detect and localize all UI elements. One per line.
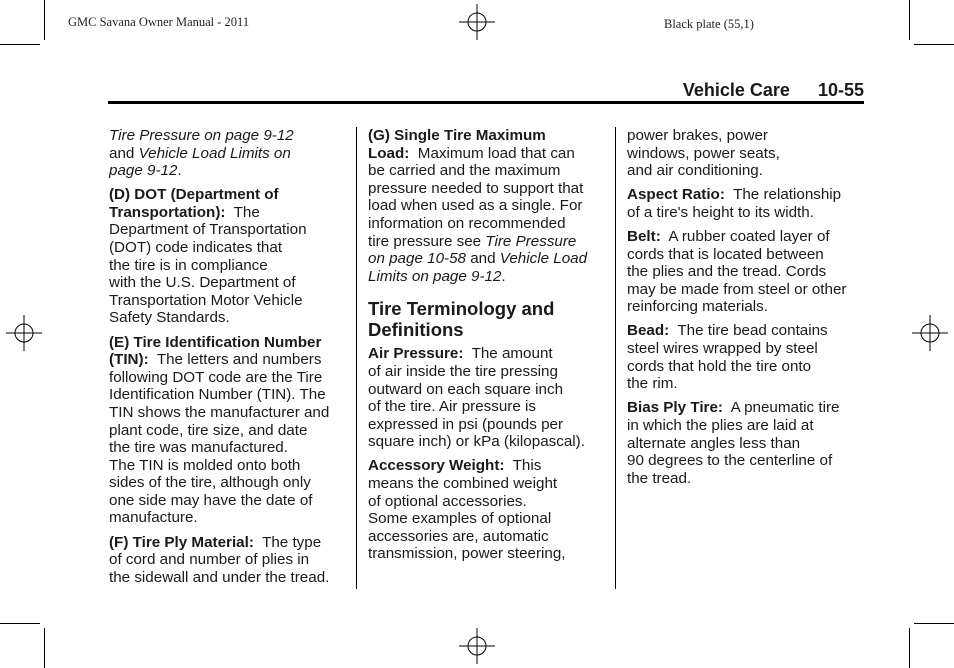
registration-mark-icon xyxy=(459,628,495,664)
paragraph-tin: (E) Tire Identification Number (TIN): The letters and numbers following DOT code are the Tire Identification Number (TIN). The TIN shows the manufacturer and plant code, tire size, and date the tire was manufactured. The TIN is molded onto both sides of the tire, although only one side may have the date of manufacture. xyxy=(109,333,330,527)
term-heading: Aspect Ratio: xyxy=(627,186,725,204)
crop-mark-icon xyxy=(909,628,910,668)
crop-mark-icon xyxy=(44,628,45,668)
crop-mark-icon xyxy=(0,44,40,45)
paragraph-bias-ply-tire: Bias Ply Tire: A pneumatic tire in which the plies are laid at alternate angles less than 90 degrees to the centerline of the tread. xyxy=(627,399,840,487)
paragraph-continued: power brakes, power windows, power seats, and air conditioning. xyxy=(627,127,780,180)
term-heading: (D) DOT (Department of xyxy=(109,186,279,204)
cross-reference[interactable]: Vehicle Load Limits on xyxy=(138,144,291,162)
cross-reference[interactable]: Limits on page 9-12 xyxy=(368,267,502,285)
term-heading: Load: xyxy=(368,144,410,162)
cross-reference[interactable]: page 9-12 xyxy=(109,162,178,180)
text-column-1 xyxy=(109,127,349,593)
plate-label-right: Black plate (55,1) xyxy=(664,17,754,31)
paragraph-bead: Bead: The tire bead contains steel wires wrapped by steel cords that hold the tire onto the rim. xyxy=(627,322,828,393)
text-column-3 xyxy=(627,127,867,494)
cross-reference[interactable]: Tire Pressure xyxy=(485,232,577,250)
paragraph-intro-references: Tire Pressure on page 9-12 and Vehicle Load Limits on page 9-12. xyxy=(109,127,294,180)
term-heading: (F) Tire Ply Material: xyxy=(109,533,254,551)
column-divider xyxy=(356,127,357,589)
paragraph-single-tire-load: (G) Single Tire Maximum Load: Maximum load that can be carried and the maximum pressure needed to support that load when used as a single. For information on recommended tire pressure see Tire Pressure on page 10-58 and Vehicle Load Limits on page 9-12. xyxy=(368,127,588,285)
term-heading: Air Pressure: xyxy=(368,345,464,363)
header-rule xyxy=(108,101,864,104)
crop-mark-icon xyxy=(0,623,40,624)
registration-mark-icon xyxy=(459,4,495,40)
term-heading: (E) Tire Identification Number xyxy=(109,333,322,351)
crop-mark-icon xyxy=(914,44,954,45)
term-heading: (G) Single Tire Maximum xyxy=(368,127,546,144)
paragraph-belt: Belt: A rubber coated layer of cords that is located between the plies and the tread. Cords may be made from steel or other reinforcing materials. xyxy=(627,227,847,316)
term-heading: Accessory Weight: xyxy=(368,457,505,475)
section-title: Vehicle Care xyxy=(682,80,790,100)
column-divider xyxy=(615,127,616,589)
term-heading: Transportation): xyxy=(109,203,226,221)
term-heading: (TIN): xyxy=(109,351,149,369)
crop-mark-icon xyxy=(914,623,954,624)
registration-mark-icon xyxy=(912,315,948,351)
text-column-2 xyxy=(368,127,608,569)
cross-reference[interactable]: Tire Pressure on page 9-12 xyxy=(109,127,294,144)
cross-reference[interactable]: Vehicle Load xyxy=(499,250,588,268)
term-heading: Bias Ply Tire: xyxy=(627,399,723,417)
paragraph-air-pressure: Air Pressure: The amount of air inside the tire pressing outward on each square inch of the tire. Air pressure is expressed in psi (pounds per square inch) or kPa (kilopascal). xyxy=(368,345,585,451)
cross-reference[interactable]: on page 10-58 xyxy=(368,250,466,268)
running-head xyxy=(683,80,864,101)
page-number: 10-55 xyxy=(817,80,864,100)
paragraph-dot: (D) DOT (Department of Transportation): The Department of Transportation (DOT) code indicates that the tire is in compliance with the U.S. Department of Transportation Motor Vehicle Safety Standards. xyxy=(109,186,307,327)
crop-mark-icon xyxy=(44,0,45,40)
crop-mark-icon xyxy=(909,0,910,40)
paragraph-ply-material: (F) Tire Ply Material: The type of cord and number of plies in the sidewall and under the tread. xyxy=(109,533,330,586)
paragraph-aspect-ratio: Aspect Ratio: The relationship of a tire's height to its width. xyxy=(627,186,842,221)
term-heading: Bead: xyxy=(627,322,670,340)
section-heading: Tire Terminology and Definitions xyxy=(368,298,555,341)
registration-mark-icon xyxy=(6,315,42,351)
plate-label-left: GMC Savana Owner Manual - 2011 xyxy=(68,15,250,29)
term-heading: Belt: xyxy=(627,227,661,245)
paragraph-accessory-weight: Accessory Weight: This means the combined weight of optional accessories. Some examples of optional accessories are, automatic transmission, power steering, xyxy=(368,457,566,563)
